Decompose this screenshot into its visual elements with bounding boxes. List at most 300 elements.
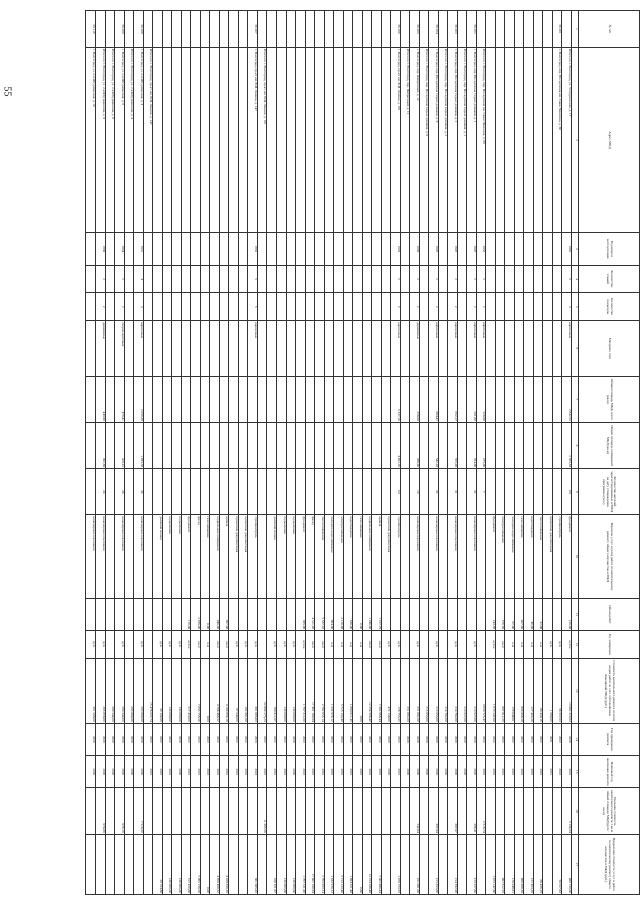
- address-cell: [543, 48, 553, 233]
- entrances-cell: [200, 293, 210, 321]
- total-area-cell: [153, 376, 163, 422]
- total-area-cell: 591,00: [467, 376, 477, 422]
- work-volume-cell: [552, 598, 562, 630]
- year-built-cell: [486, 233, 496, 265]
- work-volume-cell: [457, 598, 467, 630]
- work-type-cell: кровля: [219, 515, 229, 598]
- work-volume-cell: 243,36: [486, 598, 496, 630]
- column-header: Ед. измерения: [579, 631, 640, 659]
- residents-cell: 110: [562, 469, 572, 515]
- total-area-cell: [400, 376, 410, 422]
- living-area-cell: [229, 422, 239, 468]
- entrances-cell: [305, 293, 315, 321]
- total-area-cell: [162, 376, 172, 422]
- floors-cell: [372, 265, 382, 293]
- unit-cell: [457, 631, 467, 659]
- limit-cost-cell: 1 078 753,35: [391, 834, 401, 894]
- entrances-cell: 2: [448, 293, 458, 321]
- address-cell: [381, 48, 391, 233]
- column-number: 7: [572, 376, 579, 422]
- unit-cost-cell: [353, 788, 363, 834]
- end-year-cell: 2021: [543, 756, 553, 788]
- residents-cell: [400, 469, 410, 515]
- table-row: [305, 11, 315, 895]
- year-built-cell: [334, 233, 344, 265]
- address-cell: [524, 48, 534, 233]
- unit-cell: куб.м: [562, 631, 572, 659]
- total-area-cell: [457, 376, 467, 422]
- cost-cell: 301 685,03: [248, 658, 258, 723]
- work-type-cell: [143, 515, 153, 598]
- work-volume-cell: [267, 598, 277, 630]
- repair-year-cell: 2020: [429, 723, 439, 755]
- limit-cost-cell: 4 708 468,52: [210, 834, 220, 894]
- residents-cell: [505, 469, 515, 515]
- entrances-cell: 2: [429, 293, 439, 321]
- address-cell: [505, 48, 515, 233]
- work-type-cell: электроснабжение: [495, 515, 505, 598]
- total-area-cell: [353, 376, 363, 422]
- work-volume-cell: 570,56: [495, 598, 505, 630]
- unit-cell: руб.: [277, 631, 287, 659]
- repair-year-cell: 2020: [124, 723, 134, 755]
- unit-cost-cell: [153, 788, 163, 834]
- floors-cell: 2: [448, 265, 458, 293]
- cost-cell: 100 811,07: [267, 658, 277, 723]
- work-volume-cell: [86, 598, 96, 630]
- year-built-cell: 1954: [115, 233, 125, 265]
- cost-cell: 7 302 668,44: [372, 658, 382, 723]
- unit-cell: куб.м: [181, 631, 191, 659]
- year-built-cell: [181, 233, 191, 265]
- row-number-cell: [514, 11, 524, 48]
- end-year-cell: 2022: [305, 756, 315, 788]
- wall-material-cell: [315, 321, 325, 377]
- unit-cell: руб.: [115, 631, 125, 659]
- wall-material-cell: [143, 321, 153, 377]
- wall-material-cell: [381, 321, 391, 377]
- floors-cell: 2: [96, 265, 106, 293]
- repair-year-cell: 2022: [191, 723, 201, 755]
- wall-material-cell: [105, 321, 115, 377]
- row-number-cell: 56.104: [429, 11, 439, 48]
- unit-cost-cell: [143, 788, 153, 834]
- work-volume-cell: [248, 598, 258, 630]
- row-number-cell: 56.110: [86, 11, 96, 48]
- limit-cost-cell: 5 713 133,40: [334, 834, 344, 894]
- year-built-cell: [524, 233, 534, 265]
- unit-cost-cell: [343, 788, 353, 834]
- unit-cell: [438, 631, 448, 659]
- table-row: [153, 11, 163, 895]
- repair-year-cell: 2021: [543, 723, 553, 755]
- entrances-cell: [381, 293, 391, 321]
- year-built-cell: [286, 233, 296, 265]
- total-area-cell: [438, 376, 448, 422]
- address-cell: Итого по г. Волгоград, ул. 2-я Штурманская, д. 8: [96, 48, 106, 233]
- table-row: [257, 11, 267, 895]
- table-row: [134, 11, 144, 895]
- year-built-cell: [200, 233, 210, 265]
- wall-material-cell: [353, 321, 363, 377]
- cost-cell: 17 461 160,94: [305, 658, 315, 723]
- work-type-cell: электроснабжение: [334, 515, 344, 598]
- floors-cell: 2: [429, 265, 439, 293]
- living-area-cell: 555,00: [448, 422, 458, 468]
- residents-cell: [219, 469, 229, 515]
- table-row: [362, 11, 372, 895]
- entrances-cell: 5: [248, 293, 258, 321]
- address-cell: [372, 48, 382, 233]
- floors-cell: [277, 265, 287, 293]
- table-row: [467, 11, 477, 895]
- living-area-cell: [153, 422, 163, 468]
- residents-cell: [514, 469, 524, 515]
- year-built-cell: [343, 233, 353, 265]
- cost-cell: 7 065 758,56: [191, 658, 201, 723]
- unit-cell: п.м: [505, 631, 515, 659]
- total-area-cell: [372, 376, 382, 422]
- column-header: Материал стен: [579, 321, 640, 377]
- floors-cell: [419, 265, 429, 293]
- work-type-cell: [438, 515, 448, 598]
- address-cell: Итого по г. Волгоград, пер. Посадочная Серых домиков, д. 6: [419, 48, 429, 233]
- residents-cell: [362, 469, 372, 515]
- work-type-cell: [419, 515, 429, 598]
- repair-year-cell: 2022: [334, 723, 344, 755]
- wall-material-cell: сборно-щитовые: [115, 321, 125, 377]
- year-built-cell: [191, 233, 201, 265]
- year-built-cell: [419, 233, 429, 265]
- capital-repair-table-container: [85, 10, 640, 895]
- cost-cell: 13 802 329,83: [562, 658, 572, 723]
- total-area-cell: [533, 376, 543, 422]
- column-header: Объем работ: [579, 598, 640, 630]
- living-area-cell: [324, 422, 334, 468]
- total-area-cell: 449,60: [96, 376, 106, 422]
- wall-material-cell: деревянные: [96, 321, 106, 377]
- end-year-cell: 2020: [96, 756, 106, 788]
- work-volume-cell: [229, 598, 239, 630]
- floors-cell: [86, 265, 96, 293]
- residents-cell: 121: [391, 469, 401, 515]
- column-number: 5: [572, 293, 579, 321]
- repair-year-cell: 2022: [476, 723, 486, 755]
- repair-year-cell: 2022: [229, 723, 239, 755]
- table-row: [191, 11, 201, 895]
- living-area-cell: [486, 422, 496, 468]
- limit-cost-cell: 12 254 596,40: [362, 834, 372, 894]
- wall-material-cell: [400, 321, 410, 377]
- year-built-cell: [162, 233, 172, 265]
- wall-material-cell: [181, 321, 191, 377]
- living-area-cell: [362, 422, 372, 468]
- table-row: [552, 11, 562, 895]
- floors-cell: [267, 265, 277, 293]
- living-area-cell: [286, 422, 296, 468]
- row-number-cell: [400, 11, 410, 48]
- end-year-cell: 2020: [172, 756, 182, 788]
- work-type-cell: газоснабжение: [514, 515, 524, 598]
- work-type-cell: инженерные изыскания: [86, 515, 96, 598]
- living-area-cell: [334, 422, 344, 468]
- table-row: [505, 11, 515, 895]
- year-built-cell: [229, 233, 239, 265]
- total-area-cell: [505, 376, 515, 422]
- entrances-cell: 2: [476, 293, 486, 321]
- wall-material-cell: [524, 321, 534, 377]
- cost-cell: 178 753,35: [391, 658, 401, 723]
- living-area-cell: [400, 422, 410, 468]
- row-number-cell: 56.107: [248, 11, 258, 48]
- wall-material-cell: кирпичные: [467, 321, 477, 377]
- repair-year-cell: 2022: [343, 723, 353, 755]
- work-type-cell: [124, 515, 134, 598]
- wall-material-cell: [86, 321, 96, 377]
- residents-cell: [315, 469, 325, 515]
- year-built-cell: [124, 233, 134, 265]
- unit-cell: [400, 631, 410, 659]
- residents-cell: [143, 469, 153, 515]
- row-number-cell: [277, 11, 287, 48]
- floors-cell: 2: [115, 265, 125, 293]
- entrances-cell: [533, 293, 543, 321]
- wall-material-cell: [343, 321, 353, 377]
- cost-cell: 219 927,00: [457, 658, 467, 723]
- work-volume-cell: 0,00: [353, 598, 363, 630]
- living-area-cell: [181, 422, 191, 468]
- limit-cost-cell: [543, 834, 553, 894]
- limit-cost-cell: 170 048,01: [505, 834, 515, 894]
- entrances-cell: [267, 293, 277, 321]
- work-type-cell: газоснабжение: [200, 515, 210, 598]
- unit-cell: п.м: [514, 631, 524, 659]
- end-year-cell: 2022: [238, 756, 248, 788]
- living-area-cell: [343, 422, 353, 468]
- living-area-cell: [162, 422, 172, 468]
- table-row: [219, 11, 229, 895]
- unit-cost-cell: [229, 788, 239, 834]
- address-cell: [486, 48, 496, 233]
- table-row: [200, 11, 210, 895]
- work-type-cell: фасад: [305, 515, 315, 598]
- row-number-cell: [495, 11, 505, 48]
- repair-year-cell: 2022: [219, 723, 229, 755]
- residents-cell: 7: [476, 469, 486, 515]
- year-built-cell: 1947: [448, 233, 458, 265]
- cost-cell: 265 884,00: [134, 658, 144, 723]
- residents-cell: [305, 469, 315, 515]
- unit-cost-cell: [219, 788, 229, 834]
- row-number-cell: [200, 11, 210, 48]
- limit-cost-cell: [400, 834, 410, 894]
- year-built-cell: [238, 233, 248, 265]
- floors-cell: [200, 265, 210, 293]
- cost-cell: 260 344,00: [115, 658, 125, 723]
- column-header: Удельная стоимость капитального ремонта 1 кв.м общей площади МКД (руб./кв.м): [579, 788, 640, 834]
- end-year-cell: 2020: [457, 756, 467, 788]
- wall-material-cell: [486, 321, 496, 377]
- entrances-cell: [315, 293, 325, 321]
- unit-cost-cell: [305, 788, 315, 834]
- table-row: [343, 11, 353, 895]
- living-area-cell: [353, 422, 363, 468]
- work-type-cell: стройконтроль: [248, 515, 258, 598]
- limit-cost-cell: 219 927,00: [467, 834, 477, 894]
- repair-year-cell: 2022: [362, 723, 372, 755]
- address-cell: [514, 48, 524, 233]
- repair-year-cell: 2020: [115, 723, 125, 755]
- residents-cell: 32: [429, 469, 439, 515]
- table-row: [315, 11, 325, 895]
- unit-cell: [419, 631, 429, 659]
- floors-cell: [124, 265, 134, 293]
- address-cell: [495, 48, 505, 233]
- address-cell: Итого по г. Волгоград, пер. Посадочная Серых домиков, д. 1: [457, 48, 467, 233]
- total-area-cell: [219, 376, 229, 422]
- work-type-cell: фундамент: [486, 515, 496, 598]
- end-year-cell: 2020: [438, 756, 448, 788]
- limit-cost-cell: 130 000,00: [162, 834, 172, 894]
- row-number-cell: [372, 11, 382, 48]
- work-type-cell: [257, 515, 267, 598]
- repair-year-cell: 2022: [524, 723, 534, 755]
- work-volume-cell: [153, 598, 163, 630]
- work-volume-cell: 407,00: [514, 598, 524, 630]
- floors-cell: [181, 265, 191, 293]
- unit-cost-cell: [457, 788, 467, 834]
- living-area-cell: [172, 422, 182, 468]
- end-year-cell: 2022: [552, 756, 562, 788]
- row-number-cell: [181, 11, 191, 48]
- address-cell: г. Волгоград, пер. Посадочная им. Саши Чекалина, д. 60: [552, 48, 562, 233]
- limit-cost-cell: [105, 834, 115, 894]
- year-built-cell: [153, 233, 163, 265]
- total-area-cell: [257, 376, 267, 422]
- entrances-cell: [334, 293, 344, 321]
- unit-cell: кв.м: [210, 631, 220, 659]
- total-area-cell: [315, 376, 325, 422]
- cost-cell: 214 782,00: [438, 658, 448, 723]
- end-year-cell: 2020: [400, 756, 410, 788]
- row-number-cell: [153, 11, 163, 48]
- end-year-cell: 2022: [210, 756, 220, 788]
- wall-material-cell: [514, 321, 524, 377]
- total-area-cell: [381, 376, 391, 422]
- total-area-cell: 470,41: [115, 376, 125, 422]
- cost-cell: 0,00: [353, 658, 363, 723]
- residents-cell: [105, 469, 115, 515]
- work-volume-cell: 897,00: [219, 598, 229, 630]
- living-area-cell: [248, 422, 258, 468]
- work-volume-cell: 210,00: [562, 598, 572, 630]
- year-built-cell: 1956: [410, 233, 420, 265]
- work-volume-cell: 32,00: [533, 598, 543, 630]
- year-built-cell: [277, 233, 287, 265]
- year-built-cell: [172, 233, 182, 265]
- cost-cell: 219 927,00: [467, 658, 477, 723]
- column-header: Количество жителей, зарегистрированных в МКД на дату утверждения программы (чел.): [579, 469, 640, 515]
- work-type-cell: кровля: [372, 515, 382, 598]
- limit-cost-cell: 251 081,00: [410, 834, 420, 894]
- end-year-cell: 2022: [362, 756, 372, 788]
- floors-cell: [552, 265, 562, 293]
- unit-cell: кв.м: [372, 631, 382, 659]
- residents-cell: [495, 469, 505, 515]
- residents-cell: 16: [410, 469, 420, 515]
- unit-cost-cell: [381, 788, 391, 834]
- entrances-cell: [124, 293, 134, 321]
- end-year-cell: 2022: [153, 756, 163, 788]
- address-cell: [210, 48, 220, 233]
- entrances-cell: [257, 293, 267, 321]
- unit-cost-cell: [362, 788, 372, 834]
- work-volume-cell: [134, 598, 144, 630]
- unit-cell: руб.: [429, 631, 439, 659]
- cost-cell: 0,00: [200, 658, 210, 723]
- unit-cell: куб.м: [486, 631, 496, 659]
- living-area-cell: [105, 422, 115, 468]
- repair-year-cell: 2020: [381, 723, 391, 755]
- entrances-cell: [514, 293, 524, 321]
- table-row: [334, 11, 344, 895]
- repair-year-cell: 2022: [200, 723, 210, 755]
- end-year-cell: 2020: [286, 756, 296, 788]
- end-year-cell: 2020: [105, 756, 115, 788]
- table-row: [495, 11, 505, 895]
- work-type-cell: инженерные изыскания: [410, 515, 420, 598]
- unit-cost-cell: [372, 788, 382, 834]
- unit-cost-cell: [324, 788, 334, 834]
- wall-material-cell: деревянные: [410, 321, 420, 377]
- limit-cost-cell: 127 493,20: [524, 834, 534, 894]
- work-type-cell: проектная документация: [543, 515, 553, 598]
- living-area-cell: [219, 422, 229, 468]
- column-number: 12: [572, 631, 579, 659]
- address-cell: [172, 48, 182, 233]
- residents-cell: [200, 469, 210, 515]
- limit-cost-cell: 1 694 611,40: [343, 834, 353, 894]
- unit-cost-cell: [543, 788, 553, 834]
- cost-cell: 1 767 311,00: [296, 658, 306, 723]
- residents-cell: 24: [96, 469, 106, 515]
- residents-cell: [286, 469, 296, 515]
- cost-cell: 1 532 970,12: [324, 658, 334, 723]
- row-number-cell: [476, 11, 486, 48]
- wall-material-cell: [543, 321, 553, 377]
- repair-year-cell: 2022: [486, 723, 496, 755]
- entrances-cell: [105, 293, 115, 321]
- wall-material-cell: [334, 321, 344, 377]
- work-type-cell: холодное водоснабжение: [505, 515, 515, 598]
- row-number-cell: [533, 11, 543, 48]
- repair-year-cell: 2020: [457, 723, 467, 755]
- unit-cell: куб.м: [296, 631, 306, 659]
- living-area-cell: [267, 422, 277, 468]
- address-cell: г. Волгоград, ул. 2-я Штурманская, д. 10: [86, 48, 96, 233]
- residents-cell: [457, 469, 467, 515]
- address-cell: [219, 48, 229, 233]
- total-area-cell: [362, 376, 372, 422]
- repair-year-cell: 2022: [257, 723, 267, 755]
- floors-cell: [495, 265, 505, 293]
- repair-year-cell: 2022: [505, 723, 515, 755]
- wall-material-cell: кирпичные: [429, 321, 439, 377]
- work-type-cell: инженерные изыскания: [134, 515, 144, 598]
- unit-cell: руб.: [134, 631, 144, 659]
- work-type-cell: проектная документация: [229, 515, 239, 598]
- total-area-cell: [514, 376, 524, 422]
